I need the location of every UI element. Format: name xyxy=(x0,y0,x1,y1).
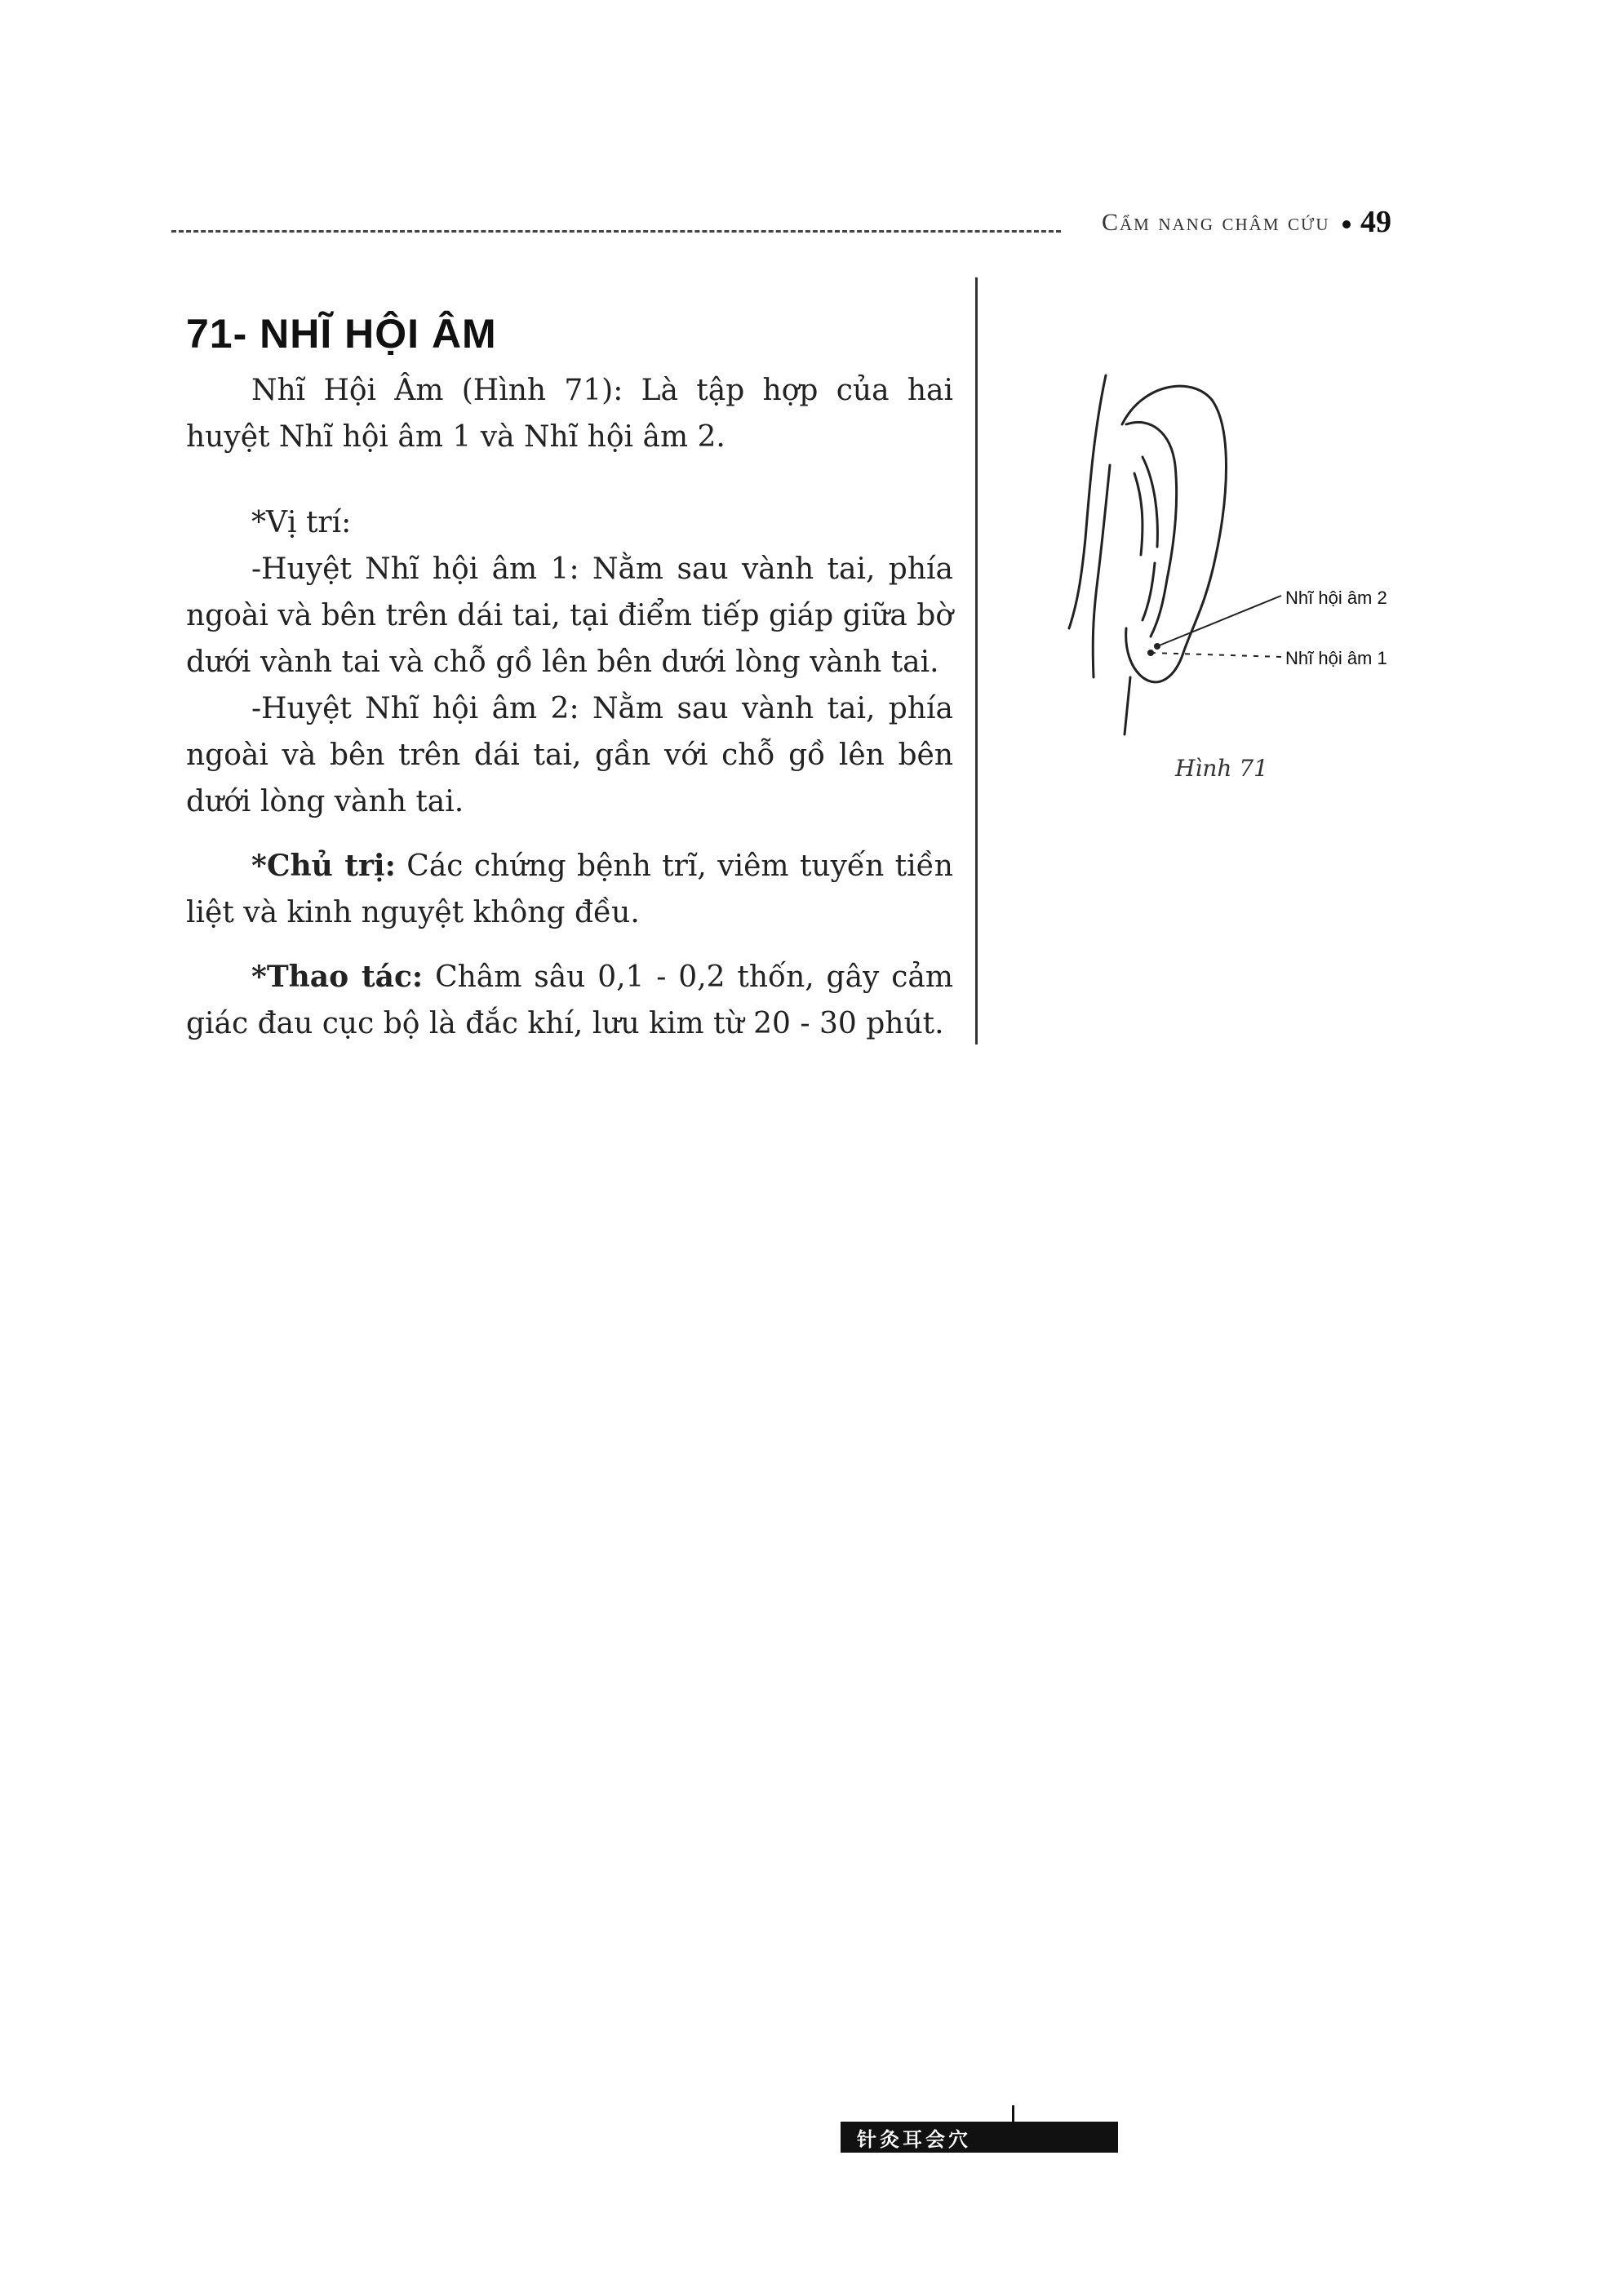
location-label: *Vị trí: xyxy=(251,506,352,539)
technique-text: Châm sâu 0,1 - 0,2 thốn, gây cảm giác đau cục bộ là đắc khí, lưu kim từ 20 - 30 phút. xyxy=(186,960,953,1040)
column-divider xyxy=(975,277,978,1044)
ear-antihelix xyxy=(1143,457,1157,620)
figure-label-point-1: Nhĩ hội âm 1 xyxy=(1285,648,1387,668)
ear-concha xyxy=(1134,473,1143,555)
neck-line xyxy=(1125,677,1130,734)
technique-label: *Thao tác: xyxy=(251,960,424,994)
footer-stamp: 针灸耳会穴 xyxy=(841,2122,1118,2153)
section-body xyxy=(186,367,953,1047)
head-contour-inner xyxy=(1093,465,1110,677)
indications-label: *Chủ trị: xyxy=(251,849,396,883)
bullet-dot xyxy=(1342,220,1351,228)
intro-paragraph xyxy=(186,367,953,460)
intro-text: Là tập hợp của hai huyệt Nhĩ hội âm 1 và Nhĩ hội âm 2. xyxy=(186,374,953,454)
header-rule xyxy=(171,230,1061,233)
section-heading: 71- NHĨ HỘI ÂM xyxy=(186,311,497,357)
location-point-1: -Huyệt Nhĩ hội âm 1: Nằm sau vành tai, phía ngoài và bên trên dái tai, tại điểm tiếp giáp giữa bờ dưới vành tai và chỗ gồ lên bên dưới lòng vành tai. xyxy=(186,552,953,679)
page-number: 49 xyxy=(1360,205,1391,239)
technique-paragraph xyxy=(186,954,953,1047)
figure-label-point-2: Nhĩ hội âm 2 xyxy=(1285,588,1387,608)
ear-illustration xyxy=(1028,367,1420,792)
leader-line-2 xyxy=(1157,596,1281,646)
location-point-2: -Huyệt Nhĩ hội âm 2: Nằm sau vành tai, phía ngoài và bên trên dái tai, gần với chỗ gồ lên bên dưới lòng vành tai. xyxy=(186,692,953,818)
head-contour xyxy=(1069,375,1106,628)
figure-caption: Hình 71 xyxy=(1175,755,1268,782)
acupoint-2-marker xyxy=(1154,643,1160,650)
intro-lead: Nhĩ Hội Âm (Hình 71): xyxy=(251,374,641,407)
acupoint-1-marker xyxy=(1147,650,1154,656)
indications-paragraph xyxy=(186,843,953,936)
ear-inner-rim xyxy=(1126,422,1177,636)
indications-text: Các chứng bệnh trĩ, viêm tuyến tiền liệt và kinh nguyệt không đều. xyxy=(186,849,953,929)
running-head: Cẩm nang châm cứu xyxy=(1102,209,1330,236)
leader-line-1 xyxy=(1151,653,1281,657)
